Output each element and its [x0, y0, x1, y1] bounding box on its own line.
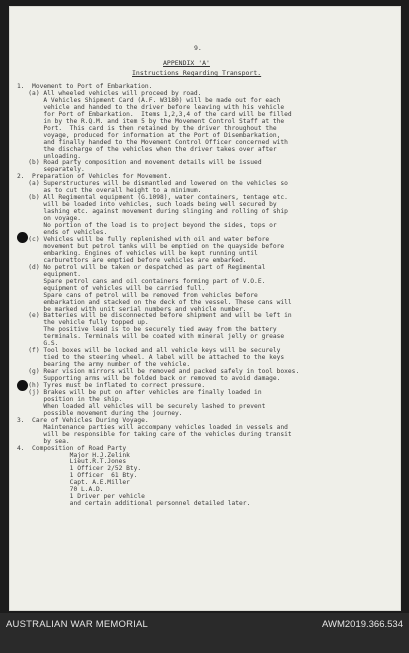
document-line: 3. Care of Vehicles During Voyage. — [17, 416, 149, 424]
document-line: be marked with unit serial numbers and vehicle number. — [17, 305, 247, 313]
document-line: tied to the steering wheel. A label will be attached to the keys — [17, 354, 285, 362]
document-line: (b) Road party composition and movement details will be issued — [17, 159, 262, 167]
document-line: (f) Tool boxes will be locked and all vehicle keys will be securely — [17, 347, 281, 355]
document-body — [17, 84, 387, 508]
document-line: (e) Batteries will be disconnected before shipment and will be left in — [17, 312, 292, 320]
document-line: The positive lead is to be securely tied away from the battery — [17, 326, 277, 334]
document-line: for Port of Embarkation. Items 1,2,3,4 of the card will be filled — [17, 110, 292, 118]
document-line: (c) Vehicles will be fully replenished with oil and water before — [17, 235, 270, 243]
document-line: vehicle and handed to the driver before leaving with his vehicle — [17, 103, 285, 111]
document-line: When loaded all vehicles will be securely lashed to prevent — [17, 402, 266, 410]
document-line: (a) All wheeled vehicles will proceed by road. — [17, 89, 202, 97]
document-line: equipment of vehicles will be carried full. — [17, 284, 206, 292]
document-line: (h) Tyres must be inflated to correct pressure. — [17, 381, 206, 389]
document-line: A Vehicles Shipment Card (A.F. W3180) will be made out for each — [17, 96, 281, 104]
document-line: unloading. — [17, 152, 81, 160]
document-line: No portion of the load is to project beyond the sides, tops or — [17, 222, 277, 230]
document-line: 1 Officer 2/52 Bty. — [17, 465, 142, 473]
document-line: 1. Movement to Port of Embarkation. — [17, 83, 153, 90]
document-line: on voyage. — [17, 215, 81, 223]
document-line: 4. Composition of Road Party — [17, 444, 127, 452]
document-line: (g) Rear vision mirrors will be removed and packed safely in tool boxes. — [17, 368, 300, 376]
page-number: 9. — [194, 44, 202, 52]
document-line: (j) Brakes will be put on after vehicles are finally loaded in — [17, 388, 262, 396]
document-line: by sea. — [17, 437, 70, 445]
document-line: and finally handed to the Movement Control Officer concerned with — [17, 138, 288, 146]
appendix-title: APPENDIX 'A' — [163, 59, 210, 67]
document-line: 2. Preparation of Vehicles for Movement. — [17, 173, 172, 181]
document-line: Lieut.R.T.Jones — [17, 458, 127, 466]
document-line: G.S. — [17, 340, 59, 348]
instructions-title: Instructions Regarding Transport. — [132, 69, 262, 77]
document-line: in by the R.Q.M. and item 5 by the Movement Control Staff at the — [17, 117, 285, 125]
document-line: will be responsible for taking care of the vehicles during transit — [17, 430, 292, 438]
document-line: carburettors are emptied before vehicles are embarked. — [17, 256, 247, 264]
document-line: as to cut the overall height to a minimum. — [17, 187, 202, 195]
document-line: Supporting arms will be folded back or removed to avoid damage. — [17, 375, 281, 383]
document-line: Maintenance parties will accompany vehicles loaded in vessels and — [17, 423, 288, 431]
document-line: 1 Driver per vehicle — [17, 493, 145, 501]
document-line: Spare petrol cans and oil containers forming part of V.O.E. — [17, 277, 266, 285]
document-line: embarking. Engines of vehicles will be kept running until — [17, 249, 258, 257]
document-line: movement but petrol tanks will be emptied on the quayside before — [17, 242, 285, 250]
document-line: 70 L.A.D. — [17, 486, 104, 494]
document-line: (d) No petrol will be taken or despatched as part of Regimental — [17, 263, 266, 271]
document-line: Major H.J.Zelink — [17, 451, 130, 459]
document-line: bearing the army number of the vehicle. — [17, 361, 191, 369]
document-line: embarkation and stacked on the deck of the vessel. These cans will — [17, 298, 292, 306]
document-line: terminals. Terminals will be coated with mineral jelly or grease — [17, 333, 285, 341]
document-line: will be loaded into vehicles, such loads being well secured by — [17, 201, 277, 209]
document-line: voyage, produced for information at the Port of Disembarkation, — [17, 131, 281, 139]
document-line: lashing etc. against movement during slinging and rolling of ship — [17, 208, 288, 216]
document-line: separately. — [17, 166, 85, 174]
document-line: equipment. — [17, 270, 81, 278]
document-line: Port. This card is then retained by the driver throughout the — [17, 124, 277, 132]
document-line: and certain additional personnel detailed later. — [17, 500, 251, 508]
document-line: the discharge of the vehicles when the driver takes over after — [17, 145, 277, 153]
document-line: ends of vehicles. — [17, 229, 108, 237]
footer-institution: AUSTRALIAN WAR MEMORIAL — [6, 619, 149, 630]
document-line: the vehicle fully topped up. — [17, 319, 149, 327]
document-line: (a) Superstructures will be dismantled and lowered on the vehicles so — [17, 180, 288, 188]
document-line: Spare cans of petrol will be removed from vehicles before — [17, 291, 258, 299]
footer-accession-number: AWM2019.366.534 — [322, 619, 403, 630]
document-line: Capt. A.E.Miller — [17, 479, 130, 487]
document-line: possible movement during the journey. — [17, 409, 183, 417]
document-line: position in the ship. — [17, 395, 123, 403]
document-line: 1 Officer 61 Bty. — [17, 472, 138, 480]
footer-bar — [0, 613, 409, 653]
document-line: (b) All Regimental equipment (G.1098), water containers, tentage etc. — [17, 194, 288, 202]
